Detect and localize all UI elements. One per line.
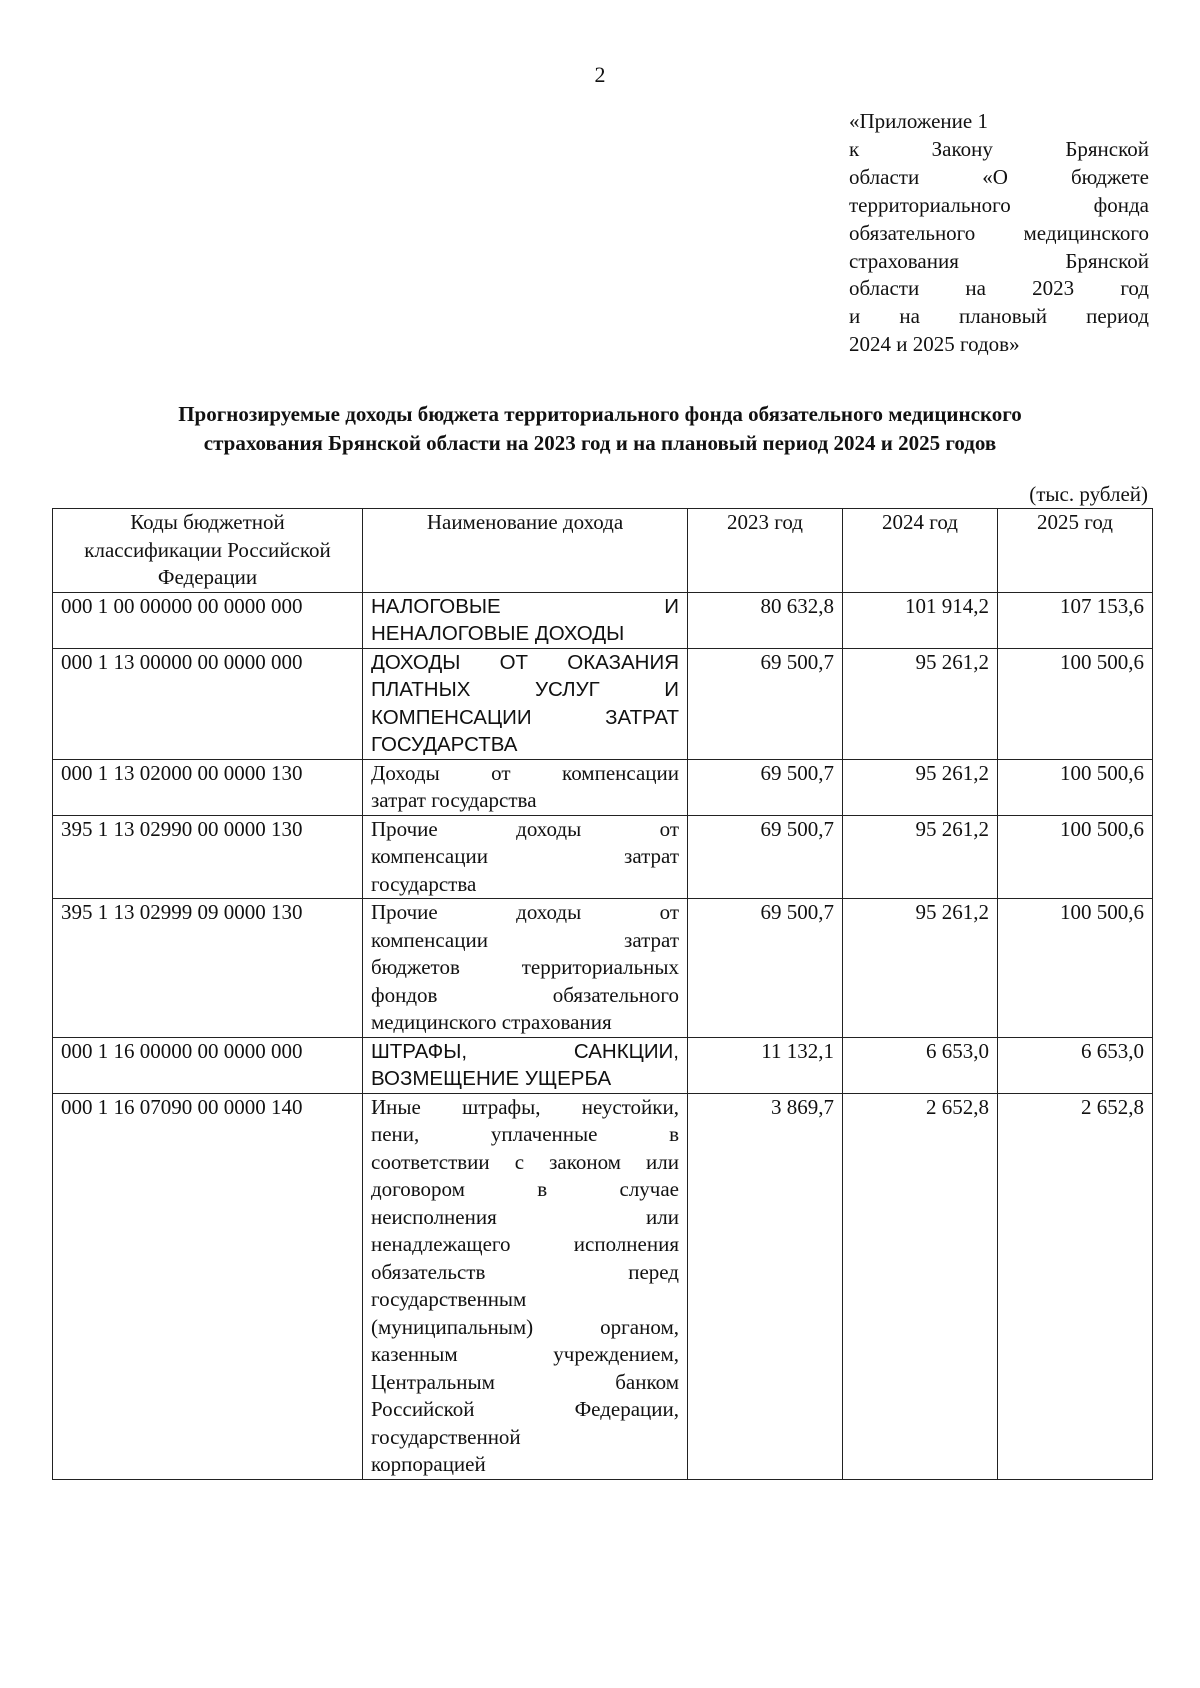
appendix-line: страхования Брянской (849, 248, 1149, 273)
header-name: Наименование дохода (363, 509, 688, 593)
cell-name-line: компенсации затрат (371, 927, 679, 952)
cell-amount-2023: 80 632,8 (688, 592, 843, 648)
cell-name-line: КОМПЕНСАЦИИ ЗАТРАТ (371, 705, 679, 729)
cell-name-line: бюджетов территориальных (371, 955, 679, 979)
cell-amount-2024: 95 261,2 (843, 759, 998, 815)
cell-name-line: компенсации затрат (371, 844, 679, 868)
cell-code: 000 1 00 00000 00 0000 000 (53, 592, 363, 648)
cell-name (363, 815, 688, 899)
cell-name-line: Российской Федерации, (371, 1397, 679, 1421)
cell-amount-2025: 100 500,6 (998, 648, 1153, 759)
cell-amount-2024: 95 261,2 (843, 815, 998, 899)
table-row (53, 648, 1153, 759)
cell-amount-2024: 2 652,8 (843, 1093, 998, 1479)
page-number: 2 (594, 62, 606, 87)
table-row (53, 1037, 1153, 1093)
appendix-line: и на плановый период (849, 304, 1149, 329)
table-row (53, 1093, 1153, 1479)
cell-name-line: Прочие доходы от (371, 816, 679, 841)
cell-amount-2025: 107 153,6 (998, 592, 1153, 648)
cell-name-line: неисполнения или (371, 1204, 679, 1229)
cell-name-line: ненадлежащего исполнения (371, 1232, 679, 1256)
cell-amount-2024: 6 653,0 (843, 1037, 998, 1093)
cell-name-line: затрат государства (371, 788, 537, 812)
cell-amount-2023: 69 500,7 (688, 648, 843, 759)
appendix-line: обязательного медицинского (849, 220, 1149, 245)
header-2023: 2023 год (688, 509, 843, 593)
appendix-line: к Закону Брянской (849, 136, 1149, 161)
appendix-line: области «О бюджете (849, 164, 1149, 189)
cell-name-line: государства (371, 871, 477, 896)
cell-name-line: ГОСУДАРСТВА (371, 733, 518, 756)
cell-code: 000 1 13 02000 00 0000 130 (53, 759, 363, 815)
cell-name-line: обязательств перед (371, 1259, 679, 1284)
cell-name-line: пени, уплаченные в (371, 1122, 679, 1146)
appendix-line: «Приложение 1 (849, 109, 988, 133)
cell-name-line: казенным учреждением, (371, 1342, 679, 1366)
cell-name-line: соответствии с законом или (371, 1149, 679, 1174)
cell-name (363, 899, 688, 1038)
cell-name (363, 648, 688, 759)
appendix-line: области на 2023 год (849, 276, 1149, 301)
cell-amount-2024: 95 261,2 (843, 899, 998, 1038)
header-2025: 2025 год (998, 509, 1153, 593)
cell-name-line: НЕНАЛОГОВЫЕ ДОХОДЫ (371, 622, 625, 645)
cell-code: 395 1 13 02990 00 0000 130 (53, 815, 363, 899)
cell-amount-2023: 3 869,7 (688, 1093, 843, 1479)
cell-name-line: медицинского страхования (371, 1010, 612, 1034)
cell-amount-2023: 69 500,7 (688, 899, 843, 1038)
cell-name (363, 759, 688, 815)
document-title-line: страхования Брянской области на 2023 год и на плановый период 2024 и 2025 годов (203, 431, 997, 455)
cell-name (363, 1037, 688, 1093)
cell-name-line: государственным (371, 1287, 527, 1311)
cell-code: 395 1 13 02999 09 0000 130 (53, 899, 363, 1038)
cell-name-line: Прочие доходы от (371, 900, 679, 924)
table-row (53, 759, 1153, 815)
appendix-line: территориального фонда (849, 192, 1149, 217)
cell-name-line: Доходы от компенсации (371, 760, 679, 785)
cell-amount-2024: 95 261,2 (843, 648, 998, 759)
cell-amount-2024: 101 914,2 (843, 592, 998, 648)
cell-name-line: договором в случае (371, 1177, 679, 1201)
cell-amount-2023: 11 132,1 (688, 1037, 843, 1093)
cell-amount-2025: 6 653,0 (998, 1037, 1153, 1093)
cell-amount-2025: 100 500,6 (998, 759, 1153, 815)
cell-name-line: НАЛОГОВЫЕ И (371, 594, 679, 618)
cell-name-line: ВОЗМЕЩЕНИЕ УЩЕРБА (371, 1067, 612, 1090)
document-title (60, 400, 1140, 458)
header-2024: 2024 год (843, 509, 998, 593)
cell-name-line: корпорацией (371, 1452, 486, 1476)
table-row (53, 899, 1153, 1038)
cell-name-line: государственной (371, 1424, 521, 1449)
cell-amount-2025: 100 500,6 (998, 815, 1153, 899)
cell-name-line: ПЛАТНЫХ УСЛУГ И (371, 678, 679, 701)
cell-name (363, 1093, 688, 1479)
cell-name-line: (муниципальным) органом, (371, 1314, 679, 1339)
document-title-line: Прогнозируемые доходы бюджета территориального фонда обязательного медицинского (178, 402, 1022, 426)
header-code: Коды бюджетной классификации Российской Федерации (53, 509, 363, 593)
cell-name-line: ДОХОДЫ ОТ ОКАЗАНИЯ (371, 650, 679, 674)
cell-code: 000 1 16 00000 00 0000 000 (53, 1037, 363, 1093)
table-row (53, 592, 1153, 648)
cell-amount-2023: 69 500,7 (688, 759, 843, 815)
cell-amount-2023: 69 500,7 (688, 815, 843, 899)
cell-amount-2025: 100 500,6 (998, 899, 1153, 1038)
cell-code: 000 1 13 00000 00 0000 000 (53, 648, 363, 759)
table-row (53, 815, 1153, 899)
cell-amount-2025: 2 652,8 (998, 1093, 1153, 1479)
appendix-note (849, 108, 1149, 359)
cell-name (363, 592, 688, 648)
cell-name-line: ШТРАФЫ, САНКЦИИ, (371, 1039, 679, 1063)
cell-name-line: Центральным банком (371, 1369, 679, 1394)
income-table (52, 508, 1153, 1480)
cell-name-line: фондов обязательного (371, 982, 679, 1007)
appendix-line: 2024 и 2025 годов» (849, 332, 1020, 357)
cell-name-line: Иные штрафы, неустойки, (371, 1094, 679, 1119)
cell-code: 000 1 16 07090 00 0000 140 (53, 1093, 363, 1479)
table-header-row (53, 509, 1153, 593)
units-note: (тыс. рублей) (1029, 482, 1148, 506)
